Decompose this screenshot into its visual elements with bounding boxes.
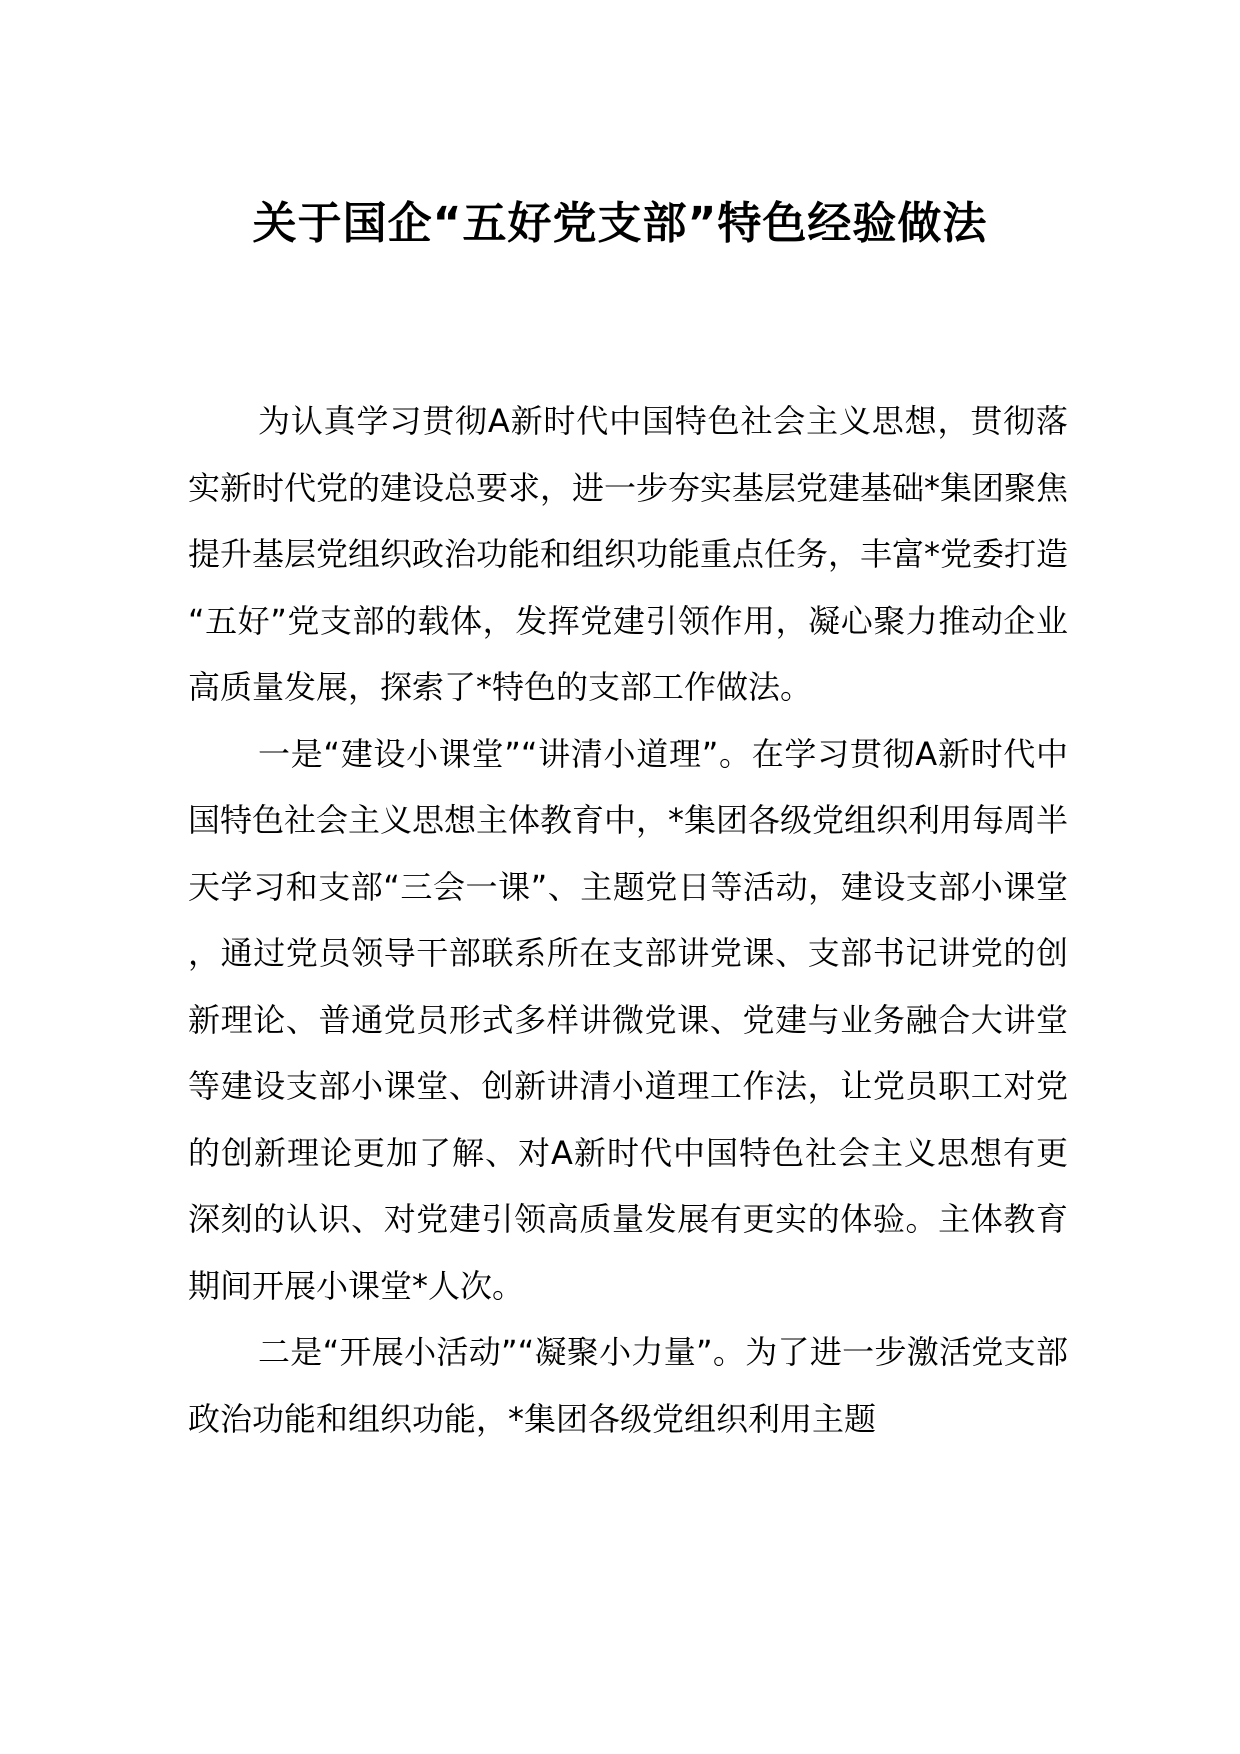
paragraph-intro: 为认真学习贯彻A新时代中国特色社会主义思想，贯彻落实新时代党的建设总要求，进一步夯实基层党建基础*集团聚焦提升基层党组织政治功能和组织功能重点任务，丰富*党委打造“五好”党支部的载体，发挥党建引领作用，凝心聚力推动企业高质量发展，探索了*特色的支部工作做法。 xyxy=(188,402,1069,706)
document-title: 关于国企“五好党支部”特色经验做法 xyxy=(252,198,988,249)
paragraph-point-one: 一是“建设小课堂”“讲清小道理”。在学习贯彻A新时代中国特色社会主义思想主体教育中，*集团各级党组织利用每周半天学习和支部“三会一课”、主题党日等活动，建设支部小课堂，通过党员领导干部联系所在支部讲党课、支部书记讲党的创新理论、普通党员形式多样讲微党课、党建与业务融合大讲堂等建设支部小课堂、创新讲清小道理工作法，让党员职工对党的创新理论更加了解、对A新时代中国特色社会主义思想有更深刻的认识、对党建引领高质量发展有更实的体验。主体教育期间开展小课堂*人次。 xyxy=(188,734,1069,1305)
document-body xyxy=(188,388,1068,1452)
paragraph-point-two: 二是“开展小活动”“凝聚小力量”。为了进一步激活党支部政治功能和组织功能，*集团各级党组织利用主题 xyxy=(188,1333,1068,1438)
